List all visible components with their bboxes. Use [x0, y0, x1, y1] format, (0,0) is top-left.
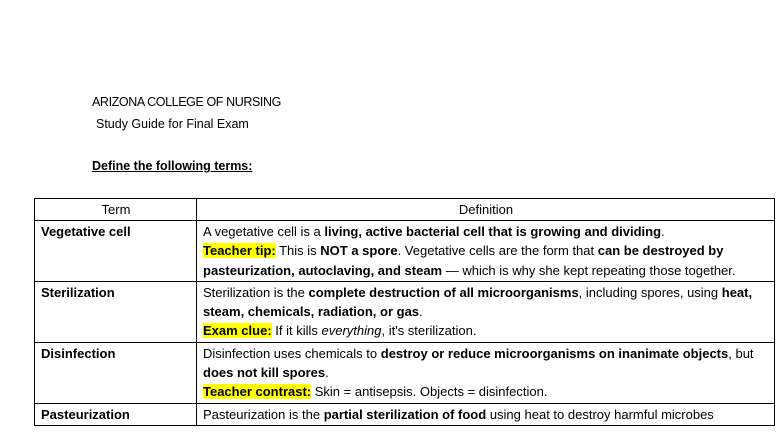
table-header-row — [35, 199, 775, 221]
tip-text: . Vegetative cells are the form that — [397, 243, 598, 259]
tip-emphasis: NOT a spore — [320, 243, 398, 259]
definition-text: , but — [728, 345, 754, 361]
tip-emphasis: can be destroyed by pasteurization, autoclaving, and steam — [203, 243, 724, 278]
tip-text: — which is why she kept repeating those together. — [442, 262, 736, 278]
table-row — [35, 221, 775, 282]
definition-cell — [197, 281, 775, 342]
definition-emphasis: destroy or reduce microorganisms on inanimate objects — [380, 345, 729, 361]
definition-cell — [197, 403, 775, 425]
definition-text: . — [661, 224, 665, 239]
teacher-contrast-label: Teacher contrast: — [203, 384, 312, 400]
definition-text: Pasteurization is the — [203, 406, 324, 422]
definition-emphasis: complete destruction of all microorganisms — [308, 284, 579, 300]
terms-table — [34, 198, 775, 426]
teacher-tip-label: Teacher tip: — [203, 243, 276, 259]
table-row — [35, 281, 775, 342]
definition-text: , including spores, using — [578, 284, 722, 300]
definition-emphasis: partial sterilization of food — [323, 406, 487, 422]
term-cell: Vegetative cell — [35, 221, 197, 282]
clue-text: If it kills — [271, 323, 322, 339]
document-subtitle: Study Guide for Final Exam — [96, 117, 249, 131]
definition-cell — [197, 221, 775, 282]
table-row — [35, 342, 775, 403]
definition-cell — [197, 342, 775, 403]
definition-emphasis: living, active bacterial cell that is growing and dividing — [324, 224, 662, 239]
column-header-term: Term — [35, 199, 197, 221]
term-cell: Pasteurization — [35, 403, 197, 425]
definition-text: . — [419, 304, 423, 320]
definition-text: Disinfection uses chemicals to — [203, 345, 381, 361]
definition-text: A vegetative cell is a — [203, 224, 325, 239]
section-heading: Define the following terms: — [92, 159, 253, 173]
definition-emphasis: does not kill spores — [203, 365, 326, 381]
definition-text: using heat to destroy harmful microbes — [486, 406, 714, 422]
contrast-text: Skin = antisepsis. Objects = disinfection. — [311, 384, 548, 400]
table-row — [35, 403, 775, 425]
definition-text: Sterilization is the — [203, 284, 309, 300]
term-cell: Disinfection — [35, 342, 197, 403]
definition-text: . — [325, 365, 329, 381]
clue-text: , it's sterilization. — [381, 323, 477, 339]
school-name: ARIZONA COLLEGE OF NURSING — [92, 95, 281, 109]
column-header-definition: Definition — [197, 199, 775, 221]
definition-emphasis: heat, steam, chemicals, radiation, or gas — [203, 284, 753, 320]
clue-emphasis: everything — [321, 323, 382, 339]
term-cell: Sterilization — [35, 281, 197, 342]
exam-clue-label: Exam clue: — [203, 323, 272, 339]
tip-text: This is — [275, 243, 321, 259]
